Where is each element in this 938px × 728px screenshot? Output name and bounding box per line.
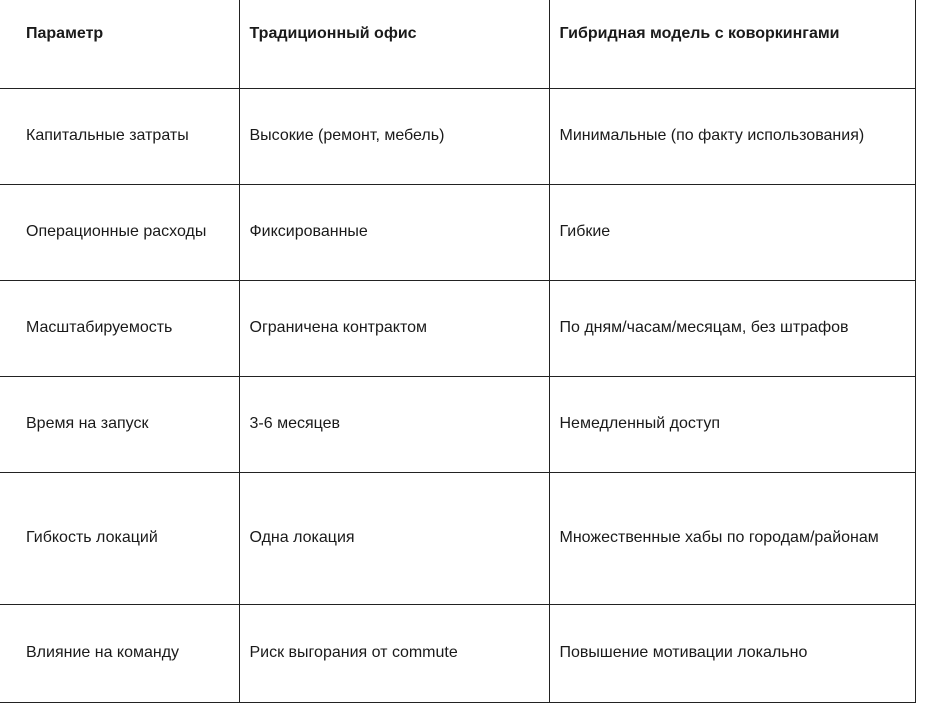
cell-traditional: Фиксированные — [239, 184, 549, 280]
cell-traditional: 3-6 месяцев — [239, 376, 549, 472]
table-header-row — [0, 0, 915, 88]
header-traditional-office: Традиционный офис — [239, 0, 549, 88]
cell-hybrid: Повышение мотивации локально — [549, 604, 915, 702]
cell-hybrid: Немедленный доступ — [549, 376, 915, 472]
header-hybrid-model: Гибридная модель с коворкингами — [549, 0, 915, 88]
cell-traditional: Риск выгорания от commute — [239, 604, 549, 702]
table-row — [0, 376, 915, 472]
table-row — [0, 88, 915, 184]
cell-traditional: Ограничена контрактом — [239, 280, 549, 376]
cell-parameter: Операционные расходы — [0, 184, 239, 280]
cell-parameter: Гибкость локаций — [0, 472, 239, 604]
cell-parameter: Капитальные затраты — [0, 88, 239, 184]
cell-traditional: Высокие (ремонт, мебель) — [239, 88, 549, 184]
header-parameter: Параметр — [0, 0, 239, 88]
cell-hybrid: Множественные хабы по городам/районам — [549, 472, 915, 604]
table-row — [0, 184, 915, 280]
cell-hybrid: Минимальные (по факту использования) — [549, 88, 915, 184]
table-row — [0, 280, 915, 376]
cell-traditional: Одна локация — [239, 472, 549, 604]
table-row — [0, 604, 915, 702]
cell-parameter: Масштабируемость — [0, 280, 239, 376]
cell-parameter: Влияние на команду — [0, 604, 239, 702]
cell-hybrid: По дням/часам/месяцам, без штрафов — [549, 280, 915, 376]
table-row — [0, 472, 915, 604]
cell-hybrid: Гибкие — [549, 184, 915, 280]
cell-parameter: Время на запуск — [0, 376, 239, 472]
